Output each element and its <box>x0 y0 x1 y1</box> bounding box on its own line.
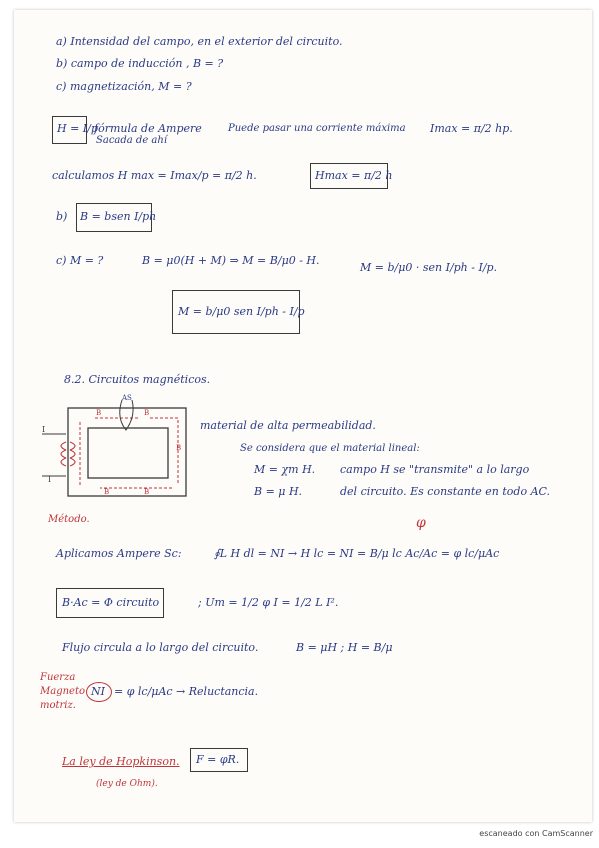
imax-eq: Imax = π/2 hp. <box>430 122 513 135</box>
line-c: c) magnetización, M = ? <box>56 80 192 93</box>
h-formula: H = I/p <box>57 122 98 135</box>
ni-label: NI <box>91 685 105 698</box>
system-eq-1: M = χm H. <box>254 463 316 476</box>
c-equation-2: M = b/μ0 · sen I/ph - I/p. <box>360 261 498 274</box>
calc-hmax: calculamos H max = Imax/p = π/2 h. <box>52 169 257 182</box>
line-b: b) campo de inducción , B = ? <box>56 57 224 70</box>
consider-note: Se considera que el material lineal: <box>240 443 420 454</box>
scanner-footer: escaneado con CamScanner <box>479 829 593 838</box>
section-title: 8.2. Circuitos magnéticos. <box>64 373 211 386</box>
m-result: M = b/μ0 sen I/ph - I/p <box>178 305 305 318</box>
c-equation: B = μ0(H + M) ⇒ M = B/μ0 - H. <box>142 254 320 267</box>
method-label: Método. <box>48 514 90 525</box>
b-label: b) <box>56 210 68 223</box>
mmf-label-3: motriz. <box>40 700 76 711</box>
diagram-label-b: B <box>96 409 102 417</box>
bac-result: B·Ac = Φ circuito <box>62 596 160 609</box>
line-a: a) Intensidad del campo, en el exterior del circuito. <box>56 35 343 48</box>
hopkinson-law: La ley de Hopkinson. <box>62 755 180 768</box>
diagram-label-b: B <box>104 488 110 496</box>
system-eq-2: B = μ H. <box>254 485 303 498</box>
campo-note-2: del circuito. Es constante en todo AC. <box>340 485 551 498</box>
c-label: c) M = ? <box>56 254 104 267</box>
mmf-label-1: Fuerza <box>40 672 76 683</box>
diagram-label-b: B <box>176 444 182 452</box>
ohm-note: (ley de Ohm). <box>96 779 158 789</box>
phi-symbol: φ <box>416 515 426 531</box>
hopkinson-eq: F = φR. <box>196 753 240 766</box>
flux-eq: B = μH ; H = B/μ <box>296 641 393 654</box>
ampere-apply: Aplicamos Ampere Sc: <box>56 547 182 560</box>
diagram-label-i: I <box>42 425 46 434</box>
integral-eq: ∮L H dl = NI → H lc = NI = B/μ lc Ac/Ac = φ lc/μAc <box>214 547 500 560</box>
campo-note-1: campo H se "transmite" a lo largo <box>340 463 530 476</box>
diagram-label-i: I <box>48 475 52 484</box>
flux-note: Flujo circula a lo largo del circuito. <box>62 641 259 654</box>
max-current-note: Puede pasar una corriente máxima <box>228 123 406 134</box>
hmax-result: Hmax = π/2 h <box>315 169 393 182</box>
ampere-note: fórmula de Ampere <box>94 122 202 135</box>
reluctance-eq: = φ lc/μAc → Reluctancia. <box>114 685 259 698</box>
diagram-label-b: B <box>144 488 150 496</box>
mmf-label-2: Magneto <box>40 686 85 697</box>
magnetic-circuit-diagram <box>40 390 200 508</box>
b-result: B = bsen I/ph <box>80 210 157 223</box>
material-note: material de alta permeabilidad. <box>200 419 376 432</box>
diagram-label-as: AS <box>122 394 132 402</box>
energy-eq: ; Um = 1/2 φ I = 1/2 L I². <box>198 596 339 609</box>
diagram-label-b: B <box>144 409 150 417</box>
ampere-note-2: Sacada de ahí <box>96 135 168 146</box>
